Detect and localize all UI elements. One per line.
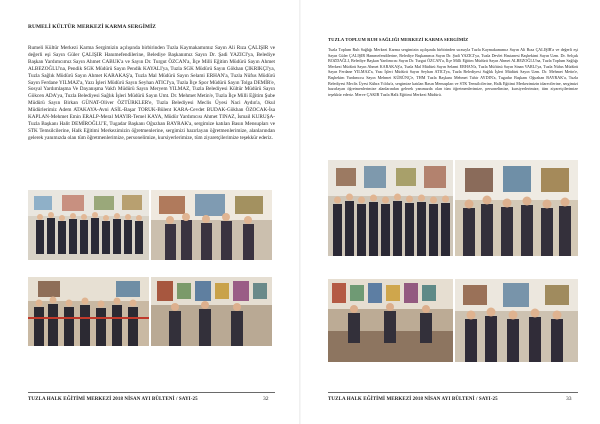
left-footer-rule bbox=[28, 392, 275, 393]
exhibition-visitors-photo bbox=[151, 190, 272, 260]
right-page-title: TUZLA TOPLUM RUH SAĞLIĞI MERKEZİ KARMA SERGİMİZ bbox=[328, 37, 469, 42]
exhibition-ribbon-photo bbox=[28, 277, 149, 346]
rsm-guests-photo bbox=[455, 279, 578, 362]
left-page-title: RUMELİ KÜLTÜR MERKEZİ KARMA SERGİMİZ bbox=[28, 24, 156, 30]
right-page-footer: TUZLA HALK EĞİTİMİ MERKEZİ 2018 NİSAN AYI BÜLTENİ / SAYI-25 bbox=[328, 397, 498, 402]
right-page-body: Tuzla Toplum Ruh Sağlığı Merkezi Karma sergimizin açılışında birbirinden sırasıyla Tuzla Kaymakamımız Sayın Ali Rıza ÇALIŞIR'a ve değerli eşi Sayın Güler ÇALIŞIR Hanımefendilerine, Belediye Başkanımız Sayın Dr. Şadi YAZICI'ya, Tuzla Devlet Hastanesi Başhekimi Sayın Uzm. Dr. Selçuk BOZDAĞLI, Belediye Başkan Yardımcısı Sayın Dr. Turgut ÖZCAN'a, İlçe Milli Eğitim Müdürü Sayın Ahmet ALBEZOĞLU'na, Tuzla Toplum Sağlığı Merkezi Müdürü Sayın Ahmet KARAKAŞ'a, Tuzla Mal Müdürü Sayın Selami ERHAN'a, Tuzla Müftüsü Sayın Sinan VARLI'ya, Tuzla Nüfus Müdürü Sayın Ferdane YILMAZ'a, Yazı İşleri Müdürü Sayın Seyhan ATICI'ya, Tuzla Belediyesi Sağlık İşleri Müdürü Sayın Uzm. Dr. Mehmet Metin'e, Başhekim Yardımcısı Sayın Mehmet KÜRÜNÇ'e, THM Tuzla Başkanı Mehmet Tahir AYDIN'a, Tugadar Başkanı Oğuzhan BAYRAK'a, Tuzla Belediyesi Meclis Üyesi Kübra Yıldız'a, sergimize katılan Basın Mensupları ve STK Temsilcilerine, Halk Eğitimi Merkezimizin idarecilerine, sergimizi hazırlayan öğretmenlerimize alanlarından gelerek yanımızda olan tüm öğretmenlerimize, personelimize, kursiyerlerimize, tüm ziyaretçilerimize teşekkür ederiz. Merve ÇAKIR Tuzla Halk Eğitimi Merkezi Müdürü. bbox=[328, 47, 578, 97]
right-page-number: 33 bbox=[566, 396, 572, 402]
left-page-number: 32 bbox=[263, 396, 269, 402]
rsm-craft-table-photo bbox=[328, 279, 453, 362]
rsm-visitors-photo bbox=[455, 160, 578, 256]
exhibition-group-photo bbox=[28, 190, 149, 260]
right-footer-rule bbox=[328, 392, 578, 393]
rsm-group-photo bbox=[328, 160, 453, 256]
exhibition-handicraft-photo bbox=[151, 277, 272, 346]
left-page-body: Rumeli Kültür Merkezi Karma Sergimizin açılışında birbirinden Tuzla Kaymakamımız Sayın Ali Rıza ÇALIŞIR ve değerli eşi Sayın Güler ÇALIŞIR Hanımefendilerine, Belediye Başkanımız Sayın Dr. Şadi YAZICI'ya, Belediye Başkan Yardımcımız Sayın Ahmet CABUK'a ve Sayın Dr. Turgut ÖZCAN'a, İlçe Milli Eğitim Müdürü Sayın Ahmet ALBEZOĞLU'na, Pendik SGK Müdürü Sayın Pendik KAYALI'ya, Tuzla SGK Müdürü Sayın Gökhan ÇIKRIKÇI'ya, Tuzla Sağlık Müdürü Sayın Ahmet KARAKAŞ'a, Tuzla Mal Müdürü Sayın Selami ERHAN'a, Tuzla Nüfus Müdürü Sayın Ferdane YILMAZ'a, Yazı İşleri Müdürü Sayın Seyhan ATICI'ya, Tuzla İlçe Spor Müdürü Sayın Tolga DEMİR'e, Sosyal Yardımlaşma Ve Dayanışma Vakfı Müdürü Sayın Meryem YILMAZ, Tuzla Belediyesi Kültür Müdürü Sayın Gökcen ADA'ya, Tuzla Belediyesi Sağlık İşleri Müdürü Sayın Umt. Dr. Mehmet Metin'e, Tuzla İlçe Milli Eğitim Şube Müdürü Sayın Birkan GÜNAT-Oliver ÖZTÜRKLER'e, Tuzla Belediyesi Meclis Üyesi Naci Aydın'a, Okul Müdürlerimiz Adem ATAKAYA-Avni ASİL-Başar TORUK-Bülent KARA-Cevdet BUDAK-Gökhan ÖZOCAK-İsa KAPLAN-Mehmet Emin ERALP-Meral MAYIR-Temel KAYA, Müdür Yardımcısı Ahmet TINAZ, İsmail KURUŞA-Tuzla Başkanı Halit DEMİROĞLU'E, Tugadar Başkanı Oğuzhan BAYRAK'a, sergimize katılan Basın Mensupları ve STK Temsilcilerine, Halk Eğitimi Merkezimizin öğretmenlerine, sergimizi hazırlayan öğretmenlerimize, alanlarından gelerek yanımızda olan tüm öğretmenlerimize, personelimize, kursiyerlerimize, tüm ziyaretçilerimize teşekkür ederiz. bbox=[28, 45, 275, 141]
left-page-footer: TUZLA HALK EĞİTİMİ MERKEZİ 2018 NİSAN AYI BÜLTENİ / SAYI-25 bbox=[28, 397, 198, 402]
right-page bbox=[300, 0, 600, 424]
